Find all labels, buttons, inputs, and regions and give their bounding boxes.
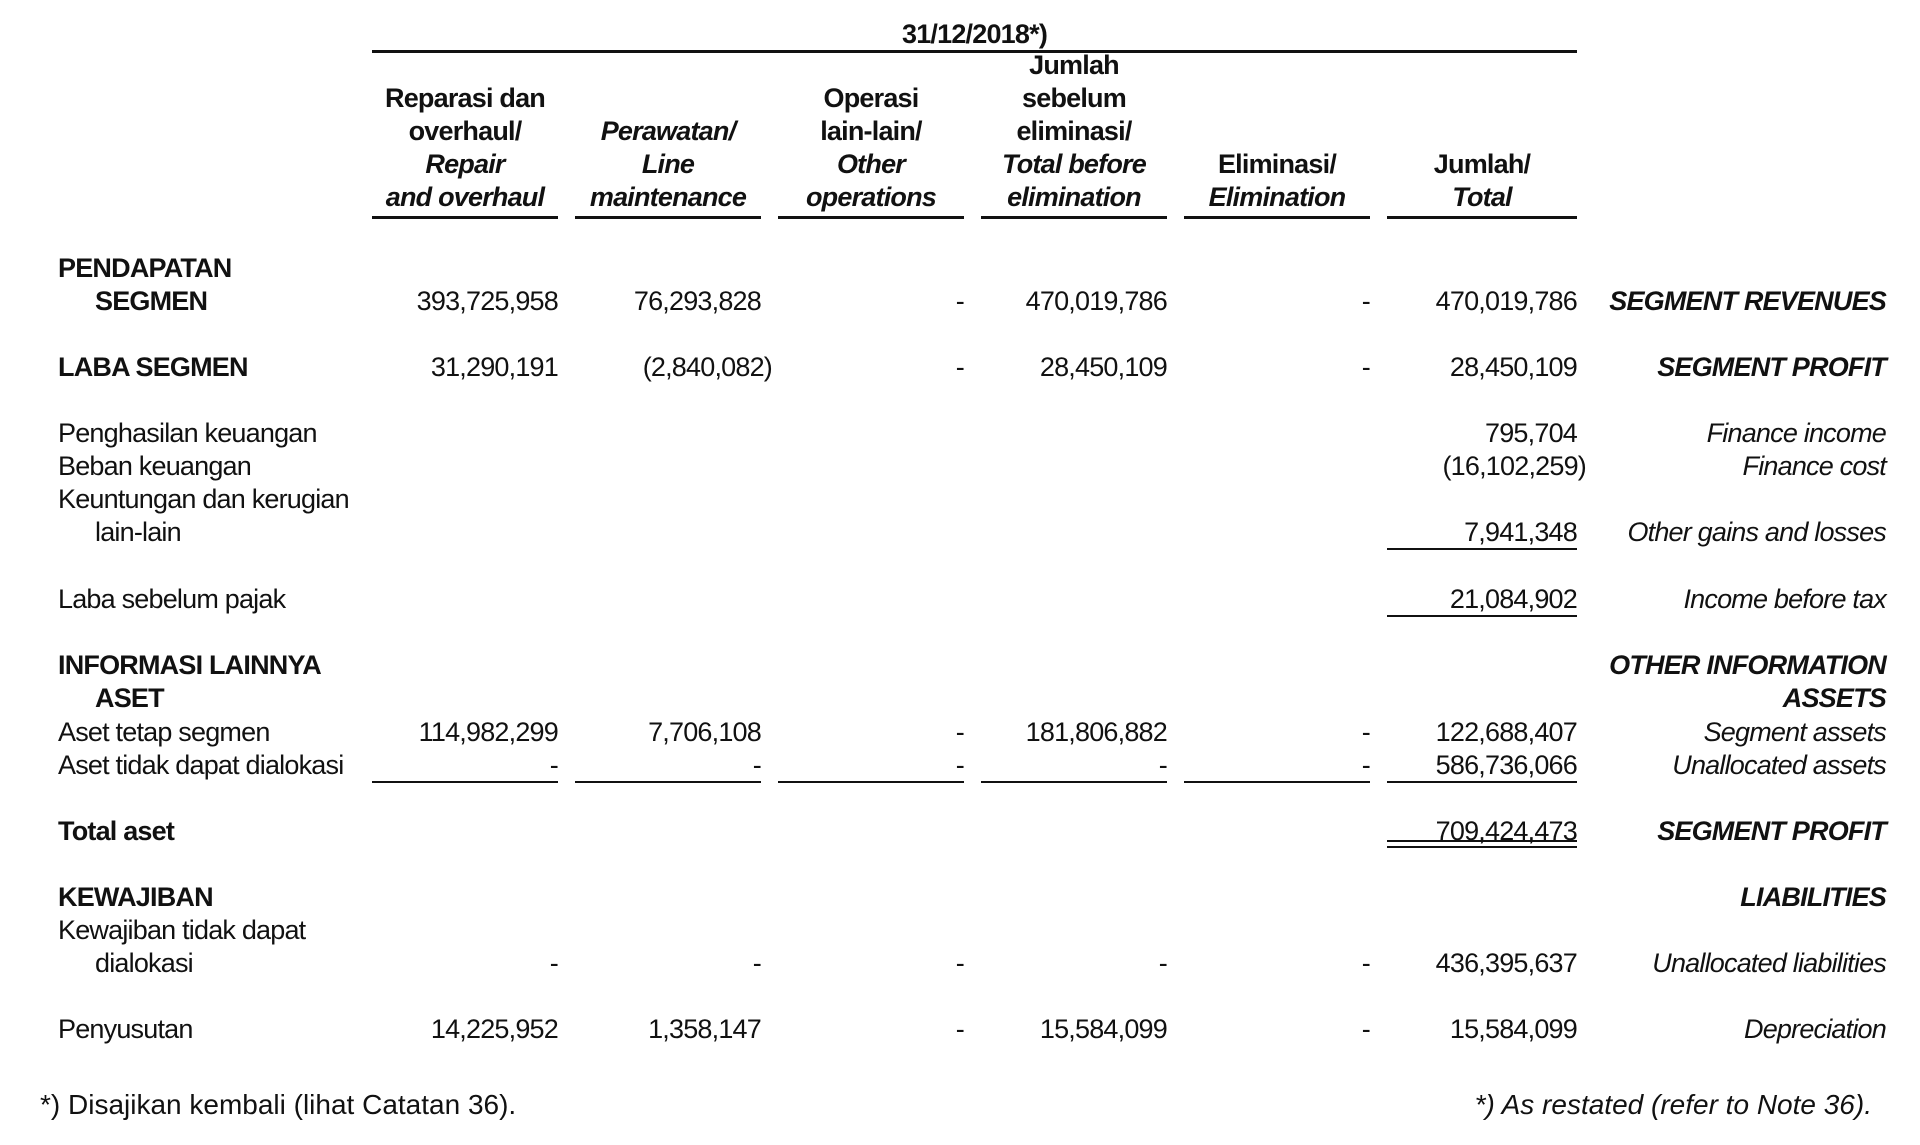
column-header-line: Other (836, 149, 905, 179)
income-before-tax-underline (1387, 615, 1577, 617)
row-label-other-info: INFORMASI LAINNYA (58, 650, 321, 680)
column-header-line: maintenance (589, 182, 747, 212)
value-cell: - (549, 948, 558, 978)
value-cell: - (1158, 750, 1167, 780)
col2-header-rule (575, 216, 761, 219)
value-cell: - (1361, 717, 1370, 747)
value-income-before-tax: 21,084,902 (1449, 584, 1577, 614)
value-cell: - (1361, 286, 1370, 316)
col3-header-rule (778, 216, 964, 219)
column-header-line: Jumlah/ (1433, 149, 1531, 179)
value-cell: - (1361, 948, 1370, 978)
row-english-finance-income: Finance income (1706, 418, 1886, 448)
value-cell: 14,225,952 (430, 1014, 558, 1044)
row-label-finance-income: Penghasilan keuangan (58, 418, 317, 448)
value-cell: 122,688,407 (1435, 717, 1577, 747)
unallocated-underline-1 (372, 781, 558, 783)
value-cell: - (1361, 352, 1370, 382)
value-cell: 181,806,882 (1025, 717, 1167, 747)
unallocated-underline-2 (575, 781, 761, 783)
col1-header-rule (372, 216, 558, 219)
row-label-segment-assets: Aset tetap segmen (58, 717, 270, 747)
value-cell: 28,450,109 (1039, 352, 1167, 382)
value-cell: 436,395,637 (1435, 948, 1577, 978)
column-header-line: operations (805, 182, 937, 212)
value-cell: 586,736,066 (1435, 750, 1577, 780)
col5-header-rule (1184, 216, 1370, 219)
column-header-line: Repair (425, 149, 505, 179)
value-cell: - (1158, 948, 1167, 978)
value-cell: 76,293,828 (633, 286, 761, 316)
col4-header-rule (981, 216, 1167, 219)
row-label-unallocated-liabilities-2: dialokasi (95, 948, 193, 978)
column-header-line: sebelum (1022, 83, 1126, 113)
column-header-line: and overhaul (385, 182, 545, 212)
value-cell: - (955, 352, 964, 382)
column-header-line: elimination (1007, 182, 1141, 212)
column-header-line: Operasi (823, 83, 919, 113)
row-english-other-gains: Other gains and losses (1627, 517, 1886, 547)
value-cell: 1,358,147 (648, 1014, 761, 1044)
row-english-income-before-tax: Income before tax (1683, 584, 1886, 614)
unallocated-underline-4 (981, 781, 1167, 783)
unallocated-underline-5 (1184, 781, 1370, 783)
value-other-gains: 7,941,348 (1464, 517, 1577, 547)
row-label-segment-revenues-2: SEGMEN (95, 286, 208, 316)
value-finance-cost: (16,102,259) (1442, 451, 1586, 481)
column-header-1 (372, 82, 558, 214)
column-header-line: Eliminasi/ (1217, 149, 1337, 179)
other-gains-underline (1387, 548, 1577, 550)
value-cell: - (752, 948, 761, 978)
value-cell: 470,019,786 (1025, 286, 1167, 316)
column-header-line: Elimination (1208, 182, 1346, 212)
row-label-segment-profit: LABA SEGMEN (58, 352, 248, 382)
period-header-rule (372, 50, 1577, 53)
column-header-3 (778, 82, 964, 214)
column-header-line: eliminasi/ (1016, 116, 1132, 146)
value-cell: - (549, 750, 558, 780)
row-label-other-gains-2: lain-lain (95, 517, 181, 547)
column-header-5 (1184, 148, 1370, 214)
row-label-unallocated-liabilities-1: Kewajiban tidak dapat (58, 915, 306, 945)
value-cell: 114,982,299 (418, 717, 558, 747)
value-cell: - (1361, 750, 1370, 780)
row-english-unallocated-liabilities: Unallocated liabilities (1652, 948, 1886, 978)
column-header-2 (575, 115, 761, 214)
row-english-total-assets: SEGMENT PROFIT (1657, 816, 1886, 846)
value-cell: - (955, 1014, 964, 1044)
unallocated-underline-6 (1387, 781, 1577, 783)
column-header-line: Jumlah (1029, 50, 1119, 80)
value-cell: (2,840,082) (642, 352, 772, 382)
column-header-line: overhaul/ (408, 116, 522, 146)
column-header-4 (981, 49, 1167, 214)
col6-header-rule (1387, 216, 1577, 219)
row-english-segment-revenues: SEGMENT REVENUES (1609, 286, 1886, 316)
value-cell: 28,450,109 (1449, 352, 1577, 382)
row-english-segment-assets: Segment assets (1703, 717, 1886, 747)
row-english-finance-cost: Finance cost (1742, 451, 1886, 481)
value-cell: 15,584,099 (1449, 1014, 1577, 1044)
unallocated-underline-3 (778, 781, 964, 783)
value-cell: 31,290,191 (430, 352, 558, 382)
row-label-income-before-tax: Laba sebelum pajak (58, 584, 286, 614)
row-label-liabilities: KEWAJIBAN (58, 882, 213, 912)
column-header-line: Line (641, 149, 695, 179)
row-label-segment-revenues-1: PENDAPATAN (58, 253, 232, 283)
footnote-right: *) As restated (refer to Note 36). (1474, 1089, 1872, 1120)
column-header-line: Perawatan/ (600, 116, 736, 146)
value-cell: 470,019,786 (1435, 286, 1577, 316)
row-english-segment-profit: SEGMENT PROFIT (1657, 352, 1886, 382)
column-header-line: lain-lain/ (820, 116, 922, 146)
value-cell: - (752, 750, 761, 780)
value-cell: - (955, 286, 964, 316)
row-english-liabilities: LIABILITIES (1740, 882, 1886, 912)
column-header-line: Total (1452, 182, 1512, 212)
footnote-left: *) Disajikan kembali (lihat Catatan 36). (40, 1089, 517, 1120)
period-header: 31/12/2018*) (901, 19, 1048, 49)
row-label-other-gains-1: Keuntungan dan kerugian (58, 484, 349, 514)
value-cell: 7,706,108 (648, 717, 761, 747)
value-finance-income: 795,704 (1485, 418, 1577, 448)
value-cell: - (955, 717, 964, 747)
row-english-unallocated-assets: Unallocated assets (1672, 750, 1886, 780)
value-total-assets: 709,424,473 (1435, 816, 1577, 846)
total-assets-underline-2 (1387, 846, 1577, 848)
row-label-unallocated-assets: Aset tidak dapat dialokasi (58, 750, 344, 780)
column-header-6 (1387, 148, 1577, 214)
value-cell: - (955, 948, 964, 978)
row-label-depreciation: Penyusutan (58, 1014, 193, 1044)
column-header-line: Total before (1002, 149, 1146, 179)
row-label-assets: ASET (95, 683, 164, 713)
row-english-other-info: OTHER INFORMATION (1609, 650, 1886, 680)
total-assets-underline-1 (1387, 840, 1577, 842)
row-label-finance-cost: Beban keuangan (58, 451, 251, 481)
value-cell: 15,584,099 (1039, 1014, 1167, 1044)
value-cell: 393,725,958 (416, 286, 558, 316)
value-cell: - (1361, 1014, 1370, 1044)
column-header-line: Reparasi dan (385, 83, 545, 113)
value-cell: - (955, 750, 964, 780)
row-english-depreciation: Depreciation (1744, 1014, 1886, 1044)
row-english-assets: ASSETS (1782, 683, 1886, 713)
row-label-total-assets: Total aset (58, 816, 175, 846)
